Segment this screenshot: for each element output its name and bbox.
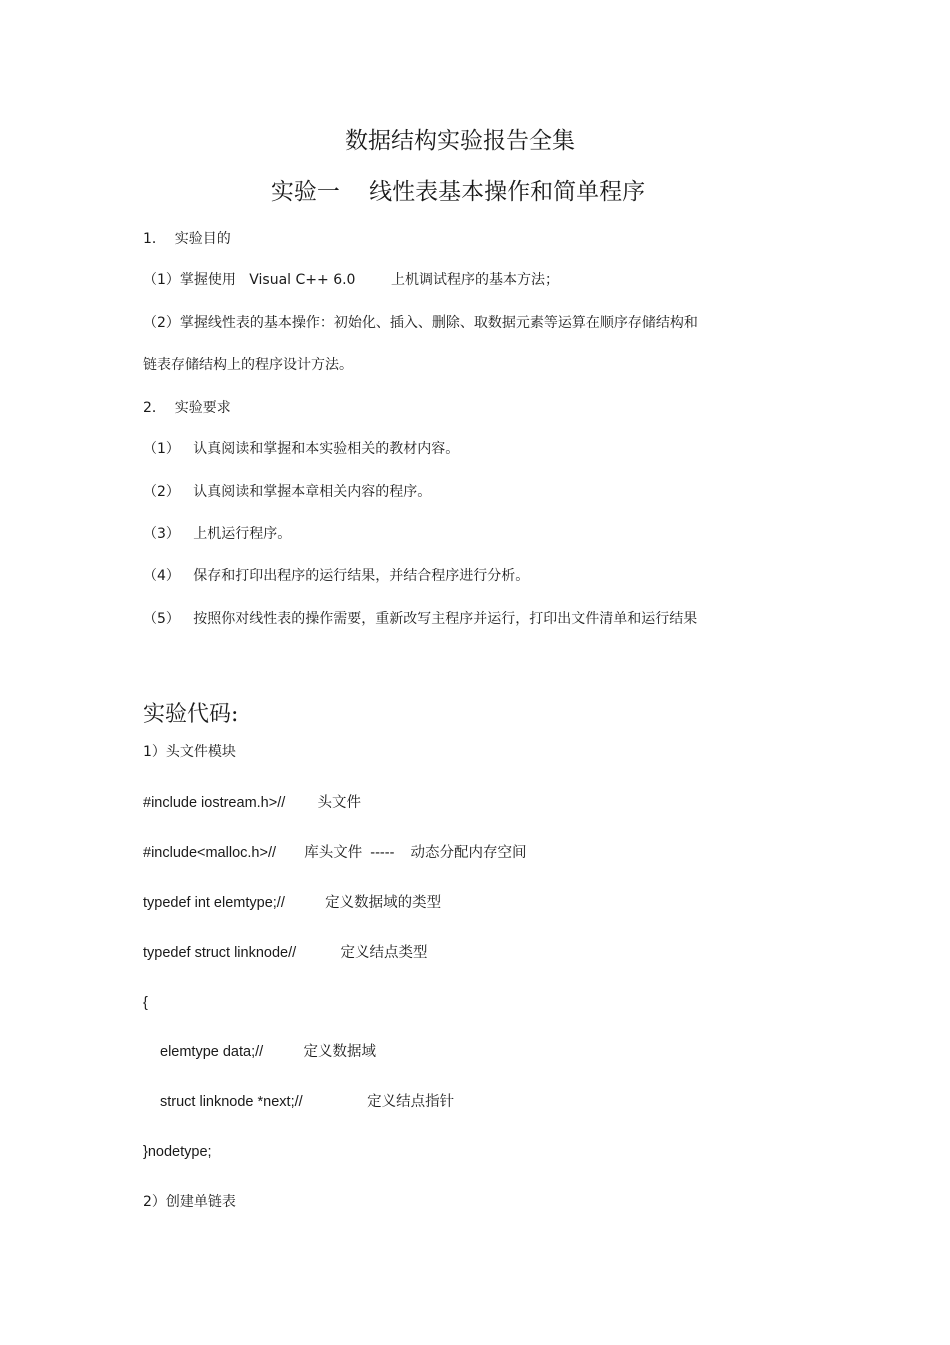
code-section-heading: 实验代码: — [143, 702, 239, 727]
objective-item-1: （1）掌握使用 Visual C++ 6.0 上机调试程序的基本方法； — [143, 272, 560, 288]
code-line: #include<malloc.h>// 库头文件 ----- 动态分配内存空间 — [143, 845, 527, 861]
requirement-item-3: （3） 上机运行程序。 — [143, 526, 292, 542]
requirement-item-5: （5） 按照你对线性表的操作需要，重新改写主程序并运行，打印出文件清单和运行结果 — [143, 611, 698, 627]
requirement-item-1: （1） 认真阅读和掌握和本实验相关的教材内容。 — [143, 441, 460, 457]
code-line: elemtype data;// 定义数据域 — [160, 1044, 376, 1060]
requirements-heading: 2． 实验要求 — [143, 400, 231, 416]
document-title: 数据结构实验报告全集 — [345, 128, 575, 154]
requirement-item-4: （4） 保存和打印出程序的运行结果，并结合程序进行分析。 — [143, 568, 530, 584]
code-line: }nodetype; — [143, 1144, 212, 1160]
objective-item-2-continued: 链表存储结构上的程序设计方法。 — [143, 357, 353, 373]
code-line: typedef struct linknode// 定义结点类型 — [143, 945, 428, 961]
module-label-header-files: 1）头文件模块 — [143, 744, 236, 760]
code-line: typedef int elemtype;// 定义数据域的类型 — [143, 895, 442, 911]
objective-item-2: （2）掌握线性表的基本操作：初始化、插入、删除、取数据元素等运算在顺序存储结构和 — [143, 315, 698, 331]
code-line: struct linknode *next;// 定义结点指针 — [160, 1094, 455, 1110]
code-line: #include iostream.h>// 头文件 — [143, 795, 361, 811]
module-label-create-list: 2）创建单链表 — [143, 1194, 236, 1210]
code-line: { — [143, 995, 148, 1011]
objective-heading: 1． 实验目的 — [143, 231, 231, 247]
requirement-item-2: （2） 认真阅读和掌握本章相关内容的程序。 — [143, 484, 432, 500]
experiment-title: 实验一 线性表基本操作和简单程序 — [270, 179, 646, 205]
